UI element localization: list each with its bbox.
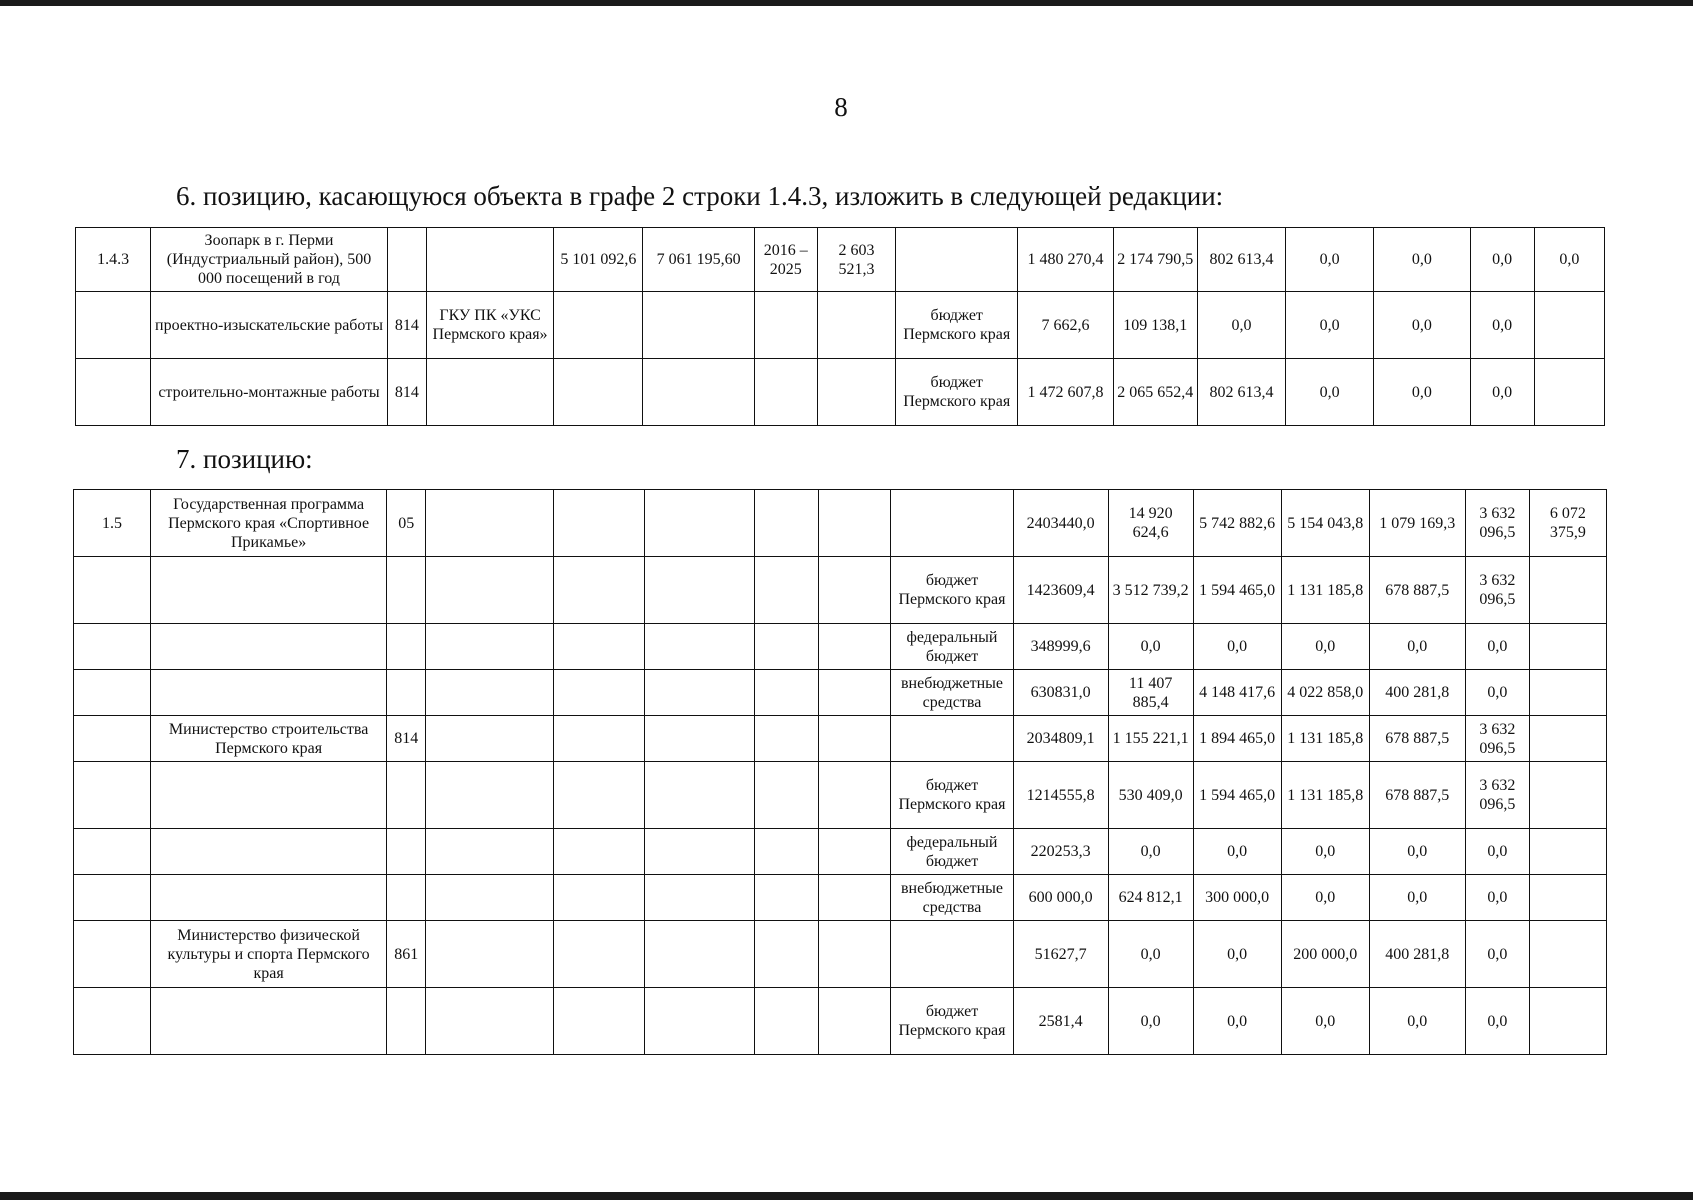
table-cell (554, 292, 643, 359)
table-cell: 2 174 790,5 (1113, 228, 1197, 292)
table-cell: бюджет Пермского края (891, 988, 1013, 1055)
table-cell (554, 557, 645, 624)
table-cell (819, 716, 891, 762)
table-cell: 624 812,1 (1108, 875, 1193, 921)
table-cell: 1 079 169,3 (1369, 490, 1465, 557)
table-cell (643, 359, 754, 426)
table-cell (1529, 670, 1606, 716)
table-cell (387, 624, 426, 670)
table-cell: 1 594 465,0 (1193, 557, 1281, 624)
table-cell (554, 988, 645, 1055)
table-cell: 2 603 521,3 (817, 228, 895, 292)
table-cell: 6 072 375,9 (1529, 490, 1606, 557)
table-cell (426, 359, 553, 426)
table-cell: 0,0 (1193, 624, 1281, 670)
table-cell (151, 624, 387, 670)
table-cell (387, 557, 426, 624)
table-row (74, 921, 1607, 988)
table-cell (817, 359, 895, 426)
table-row (74, 670, 1607, 716)
scan-bottom-edge (0, 1192, 1693, 1200)
table-cell: 0,0 (1369, 624, 1465, 670)
table-cell: 0,0 (1374, 359, 1470, 426)
table-cell: 0,0 (1286, 228, 1374, 292)
table-cell (554, 624, 645, 670)
table-cell: 51627,7 (1013, 921, 1108, 988)
table-cell: 0,0 (1281, 829, 1369, 875)
table-cell (76, 292, 151, 359)
table-cell: 0,0 (1281, 988, 1369, 1055)
table-cell: 05 (387, 490, 426, 557)
table-cell: 678 887,5 (1369, 762, 1465, 829)
table-cell (754, 292, 817, 359)
table-cell (1529, 921, 1606, 988)
table-cell: 814 (387, 359, 426, 426)
table-cell: 802 613,4 (1197, 228, 1285, 292)
table-cell: федеральный бюджет (891, 829, 1013, 875)
table-cell (1534, 292, 1604, 359)
table-cell: 4 022 858,0 (1281, 670, 1369, 716)
scan-top-edge (0, 0, 1693, 6)
table-cell (387, 875, 426, 921)
table-cell: бюджет Пермского края (891, 557, 1013, 624)
table-cell: 814 (387, 716, 426, 762)
table-cell: 3 632 096,5 (1465, 762, 1529, 829)
table-cell (645, 988, 755, 1055)
table-cell (387, 762, 426, 829)
table-cell (151, 670, 387, 716)
table-cell (426, 557, 554, 624)
table-cell (755, 716, 819, 762)
table-cell: 0,0 (1281, 624, 1369, 670)
table-cell (151, 557, 387, 624)
table-cell (819, 624, 891, 670)
table-cell (554, 490, 645, 557)
table-cell (387, 829, 426, 875)
table-cell: 1 131 185,8 (1281, 716, 1369, 762)
table-cell (76, 359, 151, 426)
table-cell (755, 490, 819, 557)
table-cell: 678 887,5 (1369, 557, 1465, 624)
table-cell: 0,0 (1369, 829, 1465, 875)
table-cell (819, 762, 891, 829)
table-cell (643, 292, 754, 359)
table-cell (426, 988, 554, 1055)
section-7-body (74, 490, 1607, 1055)
table-cell (426, 875, 554, 921)
table-cell (645, 557, 755, 624)
table-cell: 0,0 (1374, 228, 1470, 292)
table-cell: 1.5 (74, 490, 151, 557)
table-cell (896, 228, 1018, 292)
section-6-table (75, 227, 1605, 426)
table-cell: 300 000,0 (1193, 875, 1281, 921)
table-cell: бюджет Пермского края (891, 762, 1013, 829)
table-cell (755, 670, 819, 716)
table-cell: 2016 – 2025 (754, 228, 817, 292)
table-cell (74, 921, 151, 988)
table-cell: 0,0 (1108, 624, 1193, 670)
table-cell: 0,0 (1465, 921, 1529, 988)
section-6-body (76, 228, 1605, 426)
table-cell: 0,0 (1465, 829, 1529, 875)
table-cell: 0,0 (1465, 988, 1529, 1055)
table-cell: 2581,4 (1013, 988, 1108, 1055)
table-cell (1529, 988, 1606, 1055)
table-cell (755, 557, 819, 624)
table-cell (74, 557, 151, 624)
table-cell (1534, 359, 1604, 426)
table-cell (426, 624, 554, 670)
table-cell (74, 829, 151, 875)
table-cell: 1 131 185,8 (1281, 557, 1369, 624)
table-cell (554, 875, 645, 921)
table-cell (554, 921, 645, 988)
table-cell (1529, 829, 1606, 875)
table-cell (74, 670, 151, 716)
table-row (76, 359, 1605, 426)
table-cell (891, 716, 1013, 762)
table-cell (426, 716, 554, 762)
table-row (74, 875, 1607, 921)
table-cell: 4 148 417,6 (1193, 670, 1281, 716)
table-cell: 0,0 (1286, 359, 1374, 426)
table-cell: 0,0 (1470, 359, 1534, 426)
table-cell (755, 762, 819, 829)
table-cell: 3 632 096,5 (1465, 716, 1529, 762)
section-7-heading: 7. позицию: (176, 444, 313, 474)
table-cell: 14 920 624,6 (1108, 490, 1193, 557)
table-row (74, 490, 1607, 557)
table-cell (819, 921, 891, 988)
table-cell (387, 228, 426, 292)
table-cell: Министерство физической культуры и спорта Пермского края (151, 921, 387, 988)
table-cell: 3 512 739,2 (1108, 557, 1193, 624)
table-cell: 5 742 882,6 (1193, 490, 1281, 557)
table-cell: 400 281,8 (1369, 670, 1465, 716)
table-row (74, 762, 1607, 829)
table-cell (74, 762, 151, 829)
table-cell (819, 490, 891, 557)
table-cell: Зоопарк в г. Перми (Индустриальный район), 500 000 посещений в год (151, 228, 388, 292)
table-cell (755, 988, 819, 1055)
table-cell: 400 281,8 (1369, 921, 1465, 988)
table-cell: 0,0 (1470, 228, 1534, 292)
table-cell: 1 472 607,8 (1018, 359, 1113, 426)
table-cell (645, 490, 755, 557)
table-cell: 0,0 (1281, 875, 1369, 921)
table-cell: 1 155 221,1 (1108, 716, 1193, 762)
table-cell: 348999,6 (1013, 624, 1108, 670)
table-cell (74, 875, 151, 921)
table-cell (645, 829, 755, 875)
table-cell: строительно-монтажные работы (151, 359, 388, 426)
table-cell (554, 670, 645, 716)
table-cell (755, 624, 819, 670)
table-cell (387, 670, 426, 716)
table-cell: 0,0 (1108, 829, 1193, 875)
table-cell (819, 875, 891, 921)
table-cell: 814 (387, 292, 426, 359)
table-row (74, 624, 1607, 670)
table-cell: 0,0 (1193, 921, 1281, 988)
table-cell (645, 762, 755, 829)
table-cell (1529, 875, 1606, 921)
table-cell (819, 988, 891, 1055)
table-cell (74, 716, 151, 762)
table-cell: 7 061 195,60 (643, 228, 754, 292)
table-cell (1529, 624, 1606, 670)
table-cell: 2403440,0 (1013, 490, 1108, 557)
table-cell (554, 359, 643, 426)
table-cell (754, 359, 817, 426)
table-cell (1529, 716, 1606, 762)
table-cell: 0,0 (1108, 921, 1193, 988)
table-cell (554, 829, 645, 875)
table-cell (755, 921, 819, 988)
table-cell: 200 000,0 (1281, 921, 1369, 988)
table-cell (151, 875, 387, 921)
table-cell: 1214555,8 (1013, 762, 1108, 829)
table-cell (426, 921, 554, 988)
table-cell (755, 829, 819, 875)
table-cell (755, 875, 819, 921)
table-cell (426, 228, 553, 292)
table-cell (891, 490, 1013, 557)
table-cell (1529, 762, 1606, 829)
table-cell: 0,0 (1193, 988, 1281, 1055)
table-cell: 1 594 465,0 (1193, 762, 1281, 829)
table-cell (817, 292, 895, 359)
table-cell: 1 131 185,8 (1281, 762, 1369, 829)
table-cell: 0,0 (1465, 875, 1529, 921)
table-cell: Государственная программа Пермского края «Спортивное Прикамье» (151, 490, 387, 557)
table-cell: 3 632 096,5 (1465, 490, 1529, 557)
table-cell: бюджет Пермского края (896, 359, 1018, 426)
table-cell: 0,0 (1369, 988, 1465, 1055)
table-cell: ГКУ ПК «УКС Пермского края» (426, 292, 553, 359)
table-cell: 0,0 (1286, 292, 1374, 359)
section-6-heading: 6. позицию, касающуюся объекта в графе 2 строки 1.4.3, изложить в следующей редакции: (176, 181, 1224, 211)
table-cell: проектно-изыскательские работы (151, 292, 388, 359)
table-cell (74, 624, 151, 670)
table-cell: 0,0 (1108, 988, 1193, 1055)
table-cell: 0,0 (1374, 292, 1470, 359)
table-cell: 7 662,6 (1018, 292, 1113, 359)
table-cell (151, 829, 387, 875)
table-row (74, 829, 1607, 875)
table-cell: 1423609,4 (1013, 557, 1108, 624)
table-cell (387, 988, 426, 1055)
table-cell: 2034809,1 (1013, 716, 1108, 762)
table-cell: 5 154 043,8 (1281, 490, 1369, 557)
page-number: 8 (834, 92, 848, 122)
table-cell: 3 632 096,5 (1465, 557, 1529, 624)
table-cell (426, 762, 554, 829)
table-cell (645, 875, 755, 921)
table-cell: 0,0 (1470, 292, 1534, 359)
table-cell: 0,0 (1369, 875, 1465, 921)
table-row (76, 228, 1605, 292)
table-cell: 0,0 (1465, 624, 1529, 670)
table-cell: 600 000,0 (1013, 875, 1108, 921)
table-cell: 0,0 (1534, 228, 1604, 292)
table-cell: 2 065 652,4 (1113, 359, 1197, 426)
table-cell (819, 557, 891, 624)
table-cell (554, 716, 645, 762)
table-cell: 0,0 (1193, 829, 1281, 875)
table-cell: 630831,0 (1013, 670, 1108, 716)
table-cell (645, 921, 755, 988)
table-row (74, 716, 1607, 762)
table-cell: бюджет Пермского края (896, 292, 1018, 359)
table-cell (645, 624, 755, 670)
table-row (76, 292, 1605, 359)
table-cell: 109 138,1 (1113, 292, 1197, 359)
table-cell (426, 670, 554, 716)
table-cell: 1 480 270,4 (1018, 228, 1113, 292)
table-cell (151, 762, 387, 829)
table-cell: Министерство строительства Пермского края (151, 716, 387, 762)
table-cell: 1 894 465,0 (1193, 716, 1281, 762)
table-row (74, 557, 1607, 624)
table-cell (426, 829, 554, 875)
table-cell: 678 887,5 (1369, 716, 1465, 762)
table-row (74, 988, 1607, 1055)
table-cell: 0,0 (1197, 292, 1285, 359)
section-7-table (73, 489, 1607, 1055)
table-cell (426, 490, 554, 557)
table-cell: 0,0 (1465, 670, 1529, 716)
table-cell (1529, 557, 1606, 624)
table-cell: 220253,3 (1013, 829, 1108, 875)
table-cell (819, 829, 891, 875)
table-cell: 11 407 885,4 (1108, 670, 1193, 716)
table-cell (645, 716, 755, 762)
table-cell: внебюджетные средства (891, 875, 1013, 921)
table-cell: 802 613,4 (1197, 359, 1285, 426)
table-cell (645, 670, 755, 716)
table-cell: внебюджетные средства (891, 670, 1013, 716)
table-cell (891, 921, 1013, 988)
table-cell (554, 762, 645, 829)
table-cell: 861 (387, 921, 426, 988)
table-cell (74, 988, 151, 1055)
table-cell: 5 101 092,6 (554, 228, 643, 292)
table-cell: 1.4.3 (76, 228, 151, 292)
table-cell (819, 670, 891, 716)
table-cell: 530 409,0 (1108, 762, 1193, 829)
table-cell (151, 988, 387, 1055)
table-cell: федеральный бюджет (891, 624, 1013, 670)
